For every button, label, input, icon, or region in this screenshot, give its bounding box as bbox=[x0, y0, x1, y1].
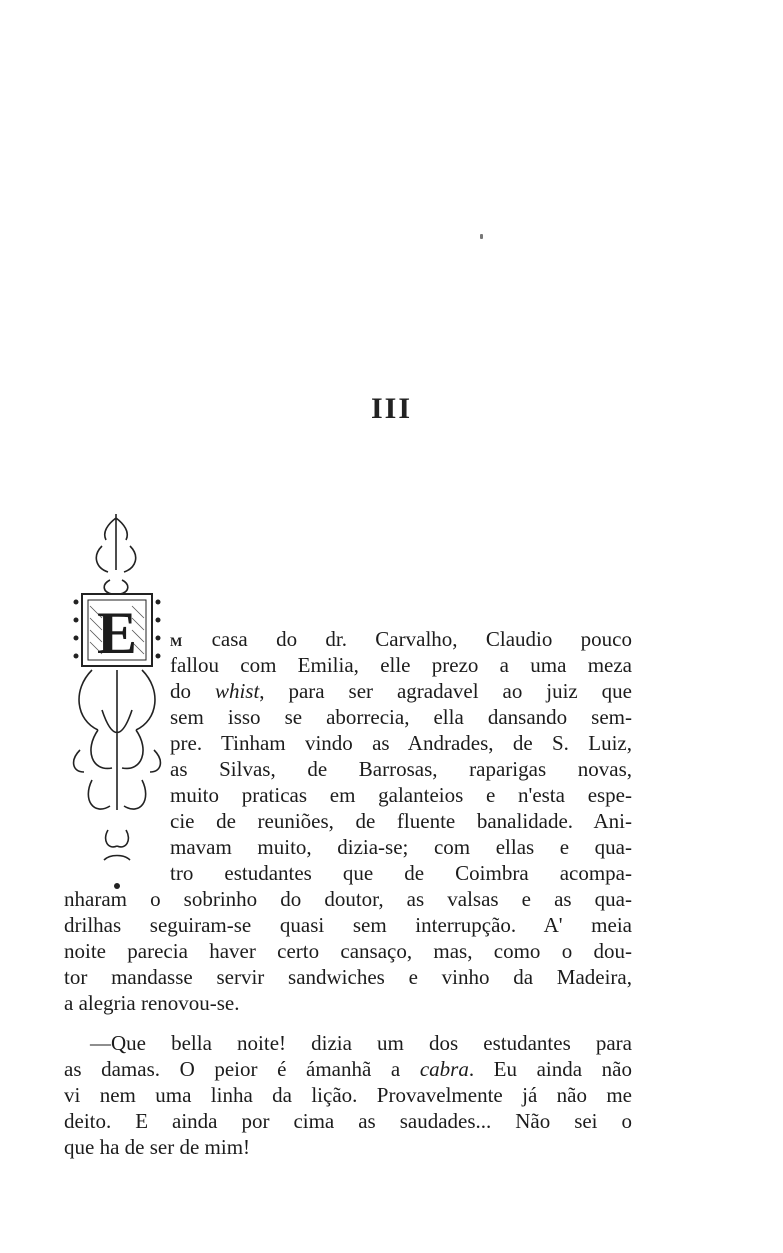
text-line: vi nem uma linha da lição. Provavelmente já não me bbox=[64, 1083, 632, 1107]
text-line: fallou com Emilia, elle prezo a uma meza bbox=[170, 653, 632, 677]
chapter-number: III bbox=[370, 392, 413, 425]
text-line: mavam muito, dizia-se; com ellas e qua- bbox=[170, 835, 632, 859]
drop-cap-letter: E bbox=[96, 600, 138, 666]
text-line: do whist, para ser agradavel ao juiz que bbox=[170, 679, 632, 703]
drop-cap-continuation: M bbox=[170, 634, 184, 649]
text-line: tor mandasse servir sandwiches e vinho da Madeira, bbox=[64, 965, 632, 989]
ink-speck bbox=[480, 234, 483, 239]
text-line: as Silvas, de Barrosas, raparigas novas, bbox=[170, 757, 632, 781]
text-line: muito praticas em galanteios e n'esta espe- bbox=[170, 783, 632, 807]
ornamental-drop-cap bbox=[62, 510, 170, 895]
text-line: tro estudantes que de Coimbra acompa- bbox=[170, 861, 632, 885]
text-line: deito. E ainda por cima as saudades... Não sei o bbox=[64, 1109, 632, 1133]
text-line: que ha de ser de mim! bbox=[64, 1135, 251, 1159]
text-line: cie de reuniões, de fluente banalidade. Ani- bbox=[170, 809, 632, 833]
text-line: a alegria renovou-se. bbox=[64, 991, 240, 1015]
text-line: sem isso se aborrecia, ella dansando sem- bbox=[170, 705, 632, 729]
text-line: pre. Tinham vindo as Andrades, de S. Luiz, bbox=[170, 731, 632, 755]
ornament-vine bbox=[79, 670, 155, 860]
text-line: noite parecia haver certo cansaço, mas, como o dou- bbox=[64, 939, 632, 963]
italic-word: cabra bbox=[419, 1057, 469, 1081]
text-line: M casa do dr. Carvalho, Claudio pouco bbox=[170, 627, 632, 651]
text-line: nharam o sobrinho do doutor, as valsas e as qua- bbox=[64, 887, 632, 911]
italic-word: whist bbox=[214, 679, 260, 703]
text-line: drilhas seguiram-se quasi sem interrupção. A' meia bbox=[64, 913, 632, 937]
text-line: —Que bella noite! dizia um dos estudantes para bbox=[90, 1031, 632, 1055]
text-line: as damas. O peior é ámanhã a cabra. Eu ainda não bbox=[64, 1057, 632, 1081]
ornament-top-sprig bbox=[96, 514, 135, 594]
